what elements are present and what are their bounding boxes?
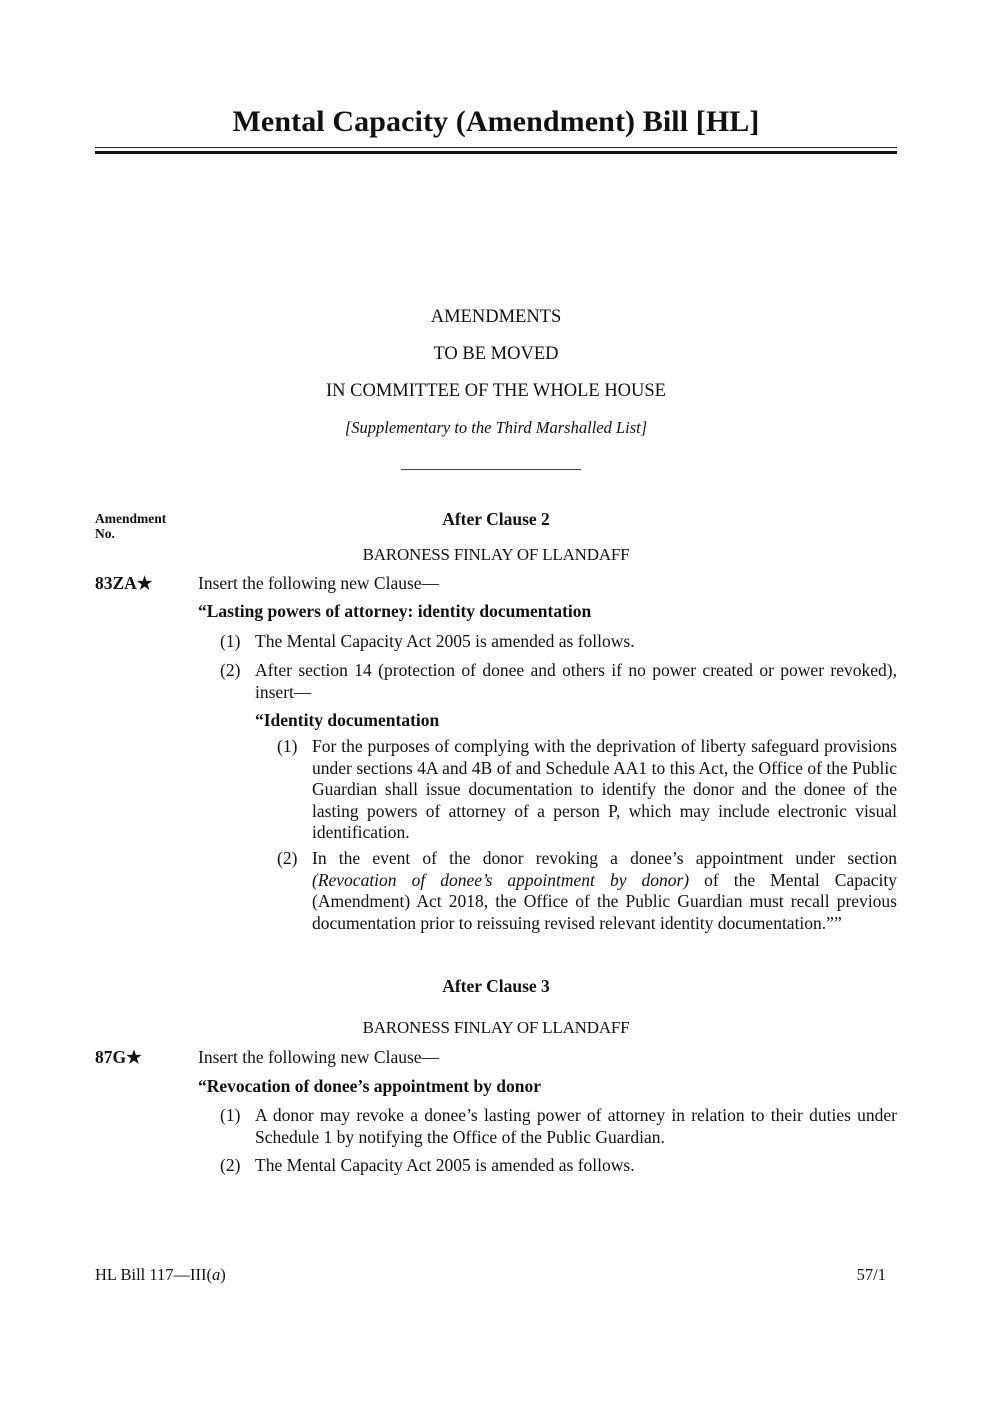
section-heading-after-clause-3: After Clause 3 (442, 976, 550, 996)
header-line-committee: IN COMMITTEE OF THE WHOLE HOUSE (325, 381, 666, 401)
subsection-number: (1) (277, 736, 298, 756)
new-clause-title: “Revocation of donee’s appointment by donor (198, 1076, 542, 1096)
subsection-text: A donor may revoke a donee’s lasting power of attorney in relation to their duties under Schedule 1 by notifying the Office of the Public Guardian. (255, 1105, 897, 1147)
sponsor-name: BARONESS FINLAY OF LLANDAFF (362, 1018, 630, 1037)
bill-title: Mental Capacity (Amendment) Bill [HL] (232, 105, 760, 138)
subsection-number: (1) (220, 1105, 241, 1125)
subsection-number: (2) (220, 660, 241, 680)
subsection-1 (220, 631, 897, 653)
subsection-text: The Mental Capacity Act 2005 is amended as follows. (255, 631, 635, 651)
bill-reference (95, 1265, 226, 1285)
cross-reference-italic: (Revocation of donee’s appointment by donor) (312, 869, 690, 890)
page-reference: 57/1 (856, 1265, 886, 1284)
bill-reference-prefix: HL Bill 117—III( (95, 1265, 213, 1284)
bill-reference-italic: a (212, 1265, 221, 1284)
text-before: In the event of the donor revoking a donee’s appointment under section (312, 848, 897, 868)
subsection-text (312, 848, 897, 934)
subsection-text: The Mental Capacity Act 2005 is amended as follows. (255, 1155, 635, 1175)
title-rule-thin (95, 147, 897, 148)
subsection-number: (2) (277, 848, 298, 868)
subsection-2 (220, 660, 897, 703)
subsection-number: (2) (220, 1155, 241, 1175)
subsection-1 (220, 1105, 897, 1148)
subsection-2 (220, 1155, 897, 1177)
amendment-number-column-label: Amendment No. (95, 511, 167, 541)
bill-reference-suffix: ) (220, 1265, 226, 1284)
subsection-text: After section 14 (protection of donee and others if no power created or power revoked), insert— (255, 660, 897, 702)
inserted-section-heading: “Identity documentation (255, 710, 440, 730)
subsection-number: (1) (220, 631, 241, 651)
title-rule-thick (95, 151, 897, 154)
sponsor-name: BARONESS FINLAY OF LLANDAFF (362, 545, 630, 564)
supplementary-note: [Supplementary to the Third Marshalled List] (344, 418, 648, 437)
section-divider (401, 469, 581, 470)
amendment-instruction: Insert the following new Clause— (198, 1047, 440, 1067)
text-after: of the Mental Capacity (Amendment) Act 2018, the Office of the Public Guardian must recall previous documentation prior to reissuing revised relevant identity documentation.”” (312, 869, 897, 933)
subsection-text: For the purposes of complying with the deprivation of liberty safeguard provisions under sections 4A and 4B of and Schedule AA1 to this Act, the Office of the Public Guardian shall issue documentation to identify the donor and the donee of the lasting powers of attorney of a person P, which may include electronic visual identification. (312, 736, 897, 842)
amendment-number-83za: 83ZA★ (95, 573, 153, 593)
section-heading-after-clause-2: After Clause 2 (442, 509, 550, 529)
new-clause-title: “Lasting powers of attorney: identity documentation (198, 601, 592, 621)
amendment-number-87g: 87G★ (95, 1047, 142, 1067)
header-line-amendments: AMENDMENTS (430, 307, 562, 327)
amendment-instruction: Insert the following new Clause— (198, 573, 440, 593)
inserted-subsection-2 (277, 848, 897, 934)
inserted-subsection-1 (277, 736, 897, 844)
header-line-to-be-moved: TO BE MOVED (433, 344, 559, 364)
